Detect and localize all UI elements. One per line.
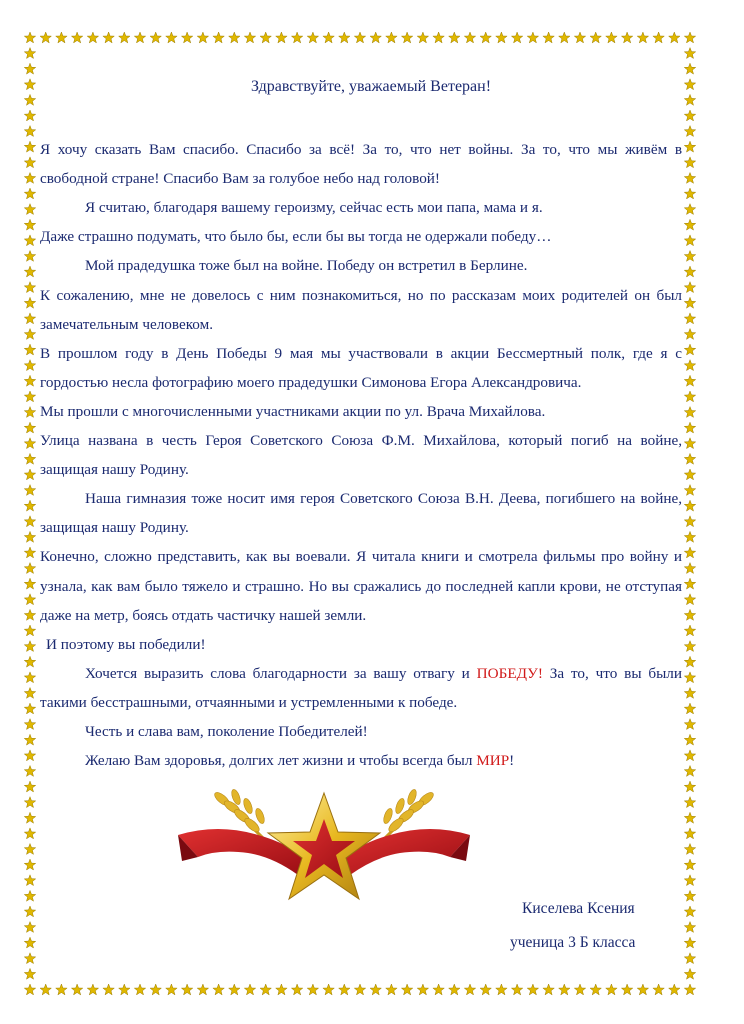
gold-star-icon [24, 968, 35, 979]
gold-star-icon [669, 984, 680, 995]
gold-star-icon [684, 797, 695, 808]
gold-star-icon [24, 937, 35, 948]
gold-star-icon [24, 688, 35, 699]
gold-star-icon [684, 625, 695, 636]
gold-star-icon [24, 407, 35, 418]
gold-star-icon [24, 453, 35, 464]
gold-star-icon [24, 734, 35, 745]
gold-star-icon [24, 297, 35, 308]
gold-star-icon [684, 157, 695, 168]
gold-star-icon [24, 48, 35, 59]
gold-star-icon [684, 79, 695, 90]
gold-star-icon [684, 547, 695, 558]
gold-star-icon [606, 32, 617, 43]
gold-star-icon [244, 32, 255, 43]
gold-star-icon [71, 984, 82, 995]
gold-star-icon [543, 984, 554, 995]
gold-star-icon [684, 703, 695, 714]
gold-star-icon [590, 32, 601, 43]
gold-star-icon [480, 984, 491, 995]
gold-star-icon [543, 32, 554, 43]
gold-star-icon [24, 750, 35, 761]
gold-star-icon [323, 984, 334, 995]
gold-star-icon [24, 173, 35, 184]
gold-star-icon [24, 251, 35, 262]
gold-star-icon [684, 516, 695, 527]
gold-star-icon [181, 984, 192, 995]
gold-star-icon [684, 984, 695, 995]
gold-star-icon [684, 48, 695, 59]
signature-name: Киселева Ксения [522, 900, 635, 917]
gold-star-icon [40, 32, 51, 43]
gold-star-icon [684, 688, 695, 699]
gold-star-icon [684, 719, 695, 730]
wishes-text-end: ! [509, 752, 515, 770]
gold-star-icon [574, 984, 585, 995]
gold-star-icon [684, 313, 695, 324]
gold-star-icon [24, 859, 35, 870]
gold-star-icon [150, 984, 161, 995]
gold-star-icon [24, 500, 35, 511]
gold-star-icon [24, 110, 35, 121]
gold-star-icon [527, 32, 538, 43]
letter-body [40, 72, 682, 775]
gold-star-icon [684, 781, 695, 792]
gold-star-icon [150, 32, 161, 43]
gold-star-icon [684, 531, 695, 542]
gold-star-icon [684, 141, 695, 152]
gold-star-icon [24, 360, 35, 371]
gold-star-icon [684, 875, 695, 886]
gold-star-icon [24, 766, 35, 777]
gold-star-icon [291, 984, 302, 995]
paragraph-great-grandfather: Мой прадедушка тоже был на войне. Победу он встретил в Берлине. [85, 257, 528, 275]
gold-star-icon [684, 32, 695, 43]
gold-star-icon [684, 63, 695, 74]
gratitude-text: Хочется выразить слова благодарности за вашу отвагу и [85, 664, 477, 682]
gold-star-icon [370, 984, 381, 995]
gold-star-icon [511, 984, 522, 995]
gold-star-icon [684, 94, 695, 105]
wishes-text: Желаю Вам здоровья, долгих лет жизни и чтобы всегда был [85, 752, 477, 770]
gold-star-icon [684, 422, 695, 433]
gold-star-icon [684, 485, 695, 496]
gold-star-icon [684, 641, 695, 652]
gold-star-icon [87, 984, 98, 995]
paragraph-march: Мы прошли с многочисленными участниками акции по ул. Врача Михайлова. [40, 402, 546, 420]
gold-star-icon [684, 672, 695, 683]
gold-star-icon [24, 344, 35, 355]
gold-star-icon [684, 469, 695, 480]
gold-star-icon [449, 32, 460, 43]
gold-star-icon [684, 953, 695, 964]
gold-star-icon [684, 766, 695, 777]
paragraph-honor: Честь и слава вам, поколение Победителей! [85, 722, 368, 740]
gold-star-icon [24, 812, 35, 823]
gold-star-icon [684, 391, 695, 402]
gold-star-icon [24, 953, 35, 964]
gold-star-icon [449, 984, 460, 995]
gold-star-icon [511, 32, 522, 43]
gold-star-icon [24, 578, 35, 589]
gold-star-icon [684, 235, 695, 246]
gold-star-icon [433, 32, 444, 43]
gold-star-icon [307, 32, 318, 43]
gold-star-icon [24, 703, 35, 714]
gold-star-icon [684, 219, 695, 230]
gold-star-icon [56, 984, 67, 995]
gold-star-icon [24, 438, 35, 449]
gold-star-icon [684, 734, 695, 745]
signature-role: ученица 3 Б класса [510, 934, 636, 951]
gold-star-icon [24, 563, 35, 574]
gold-star-icon [684, 375, 695, 386]
gold-star-icon [24, 94, 35, 105]
gold-star-icon [260, 32, 271, 43]
gold-star-icon [496, 32, 507, 43]
gold-star-icon [24, 485, 35, 496]
gold-star-icon [276, 32, 287, 43]
paragraph-victory: И поэтому вы победили! [46, 635, 206, 653]
gold-star-icon [653, 984, 664, 995]
gold-star-icon [307, 984, 318, 995]
gold-star-icon [684, 438, 695, 449]
gold-star-icon [24, 204, 35, 215]
gold-star-icon [527, 984, 538, 995]
paragraph-thanks: Я хочу сказать Вам спасибо. Спасибо за всё! За то, что нет войны. За то, что мы живём в свободной стране! Спасибо Вам за голубое небо над головой! [40, 141, 682, 188]
gold-star-icon [213, 984, 224, 995]
gold-star-icon [24, 375, 35, 386]
gold-star-icon [291, 32, 302, 43]
gold-star-icon [684, 173, 695, 184]
gold-star-icon [669, 32, 680, 43]
gold-star-icon [24, 625, 35, 636]
gold-star-icon [134, 984, 145, 995]
paragraph-scary: Даже страшно подумать, что было бы, если бы вы тогда не одержали победу… [40, 228, 552, 246]
gold-star-icon [684, 329, 695, 340]
gold-star-icon [24, 906, 35, 917]
gold-star-icon [24, 719, 35, 730]
paragraph-heroism: Я считаю, благодаря вашему героизму, сейчас есть мои папа, мама и я. [85, 199, 543, 217]
gold-star-icon [637, 32, 648, 43]
gold-star-icon [339, 984, 350, 995]
gold-star-icon [464, 984, 475, 995]
gold-star-icon [684, 968, 695, 979]
gold-star-icon [24, 547, 35, 558]
gold-star-icon [24, 531, 35, 542]
gold-star-icon [197, 32, 208, 43]
gold-star-icon [24, 828, 35, 839]
gold-star-icon [166, 32, 177, 43]
gold-star-icon [24, 984, 35, 995]
gold-star-icon [684, 859, 695, 870]
gold-star-icon [229, 32, 240, 43]
paragraph-street: Улица названа в честь Героя Советского Союза Ф.М. Михайлова, который погиб на войне, защищая нашу Родину. [40, 432, 682, 479]
gold-star-icon [684, 407, 695, 418]
gold-star-icon [24, 672, 35, 683]
gold-star-icon [621, 32, 632, 43]
gold-star-icon [71, 32, 82, 43]
victory-star-with-ribbon-icon [178, 783, 470, 913]
blank-line [40, 113, 682, 135]
gold-star-icon [574, 32, 585, 43]
gold-star-icon [684, 344, 695, 355]
gold-star-icon [684, 188, 695, 199]
gold-star-icon [684, 750, 695, 761]
paragraph-gymnasium: Наша гимназия тоже носит имя героя Советского Союза В.Н. Деева, погибшего на войне, защищая нашу Родину. [40, 490, 682, 537]
highlight-peace: МИР [476, 752, 510, 770]
gold-star-icon [684, 563, 695, 574]
gold-star-icon [386, 32, 397, 43]
gold-star-icon [276, 984, 287, 995]
gold-star-icon [354, 984, 365, 995]
paragraph-war-hardship: Конечно, сложно представить, как вы воевали. Я читала книги и смотрела фильмы про войну и узнала, как вам было тяжело и страшно. Но вы сражались до последней капли крови, не отступая даже на метр, боясь отдать частичку нашей земли. [40, 548, 682, 624]
gold-star-icon [24, 781, 35, 792]
gold-star-icon [684, 204, 695, 215]
gold-star-icon [433, 984, 444, 995]
gold-star-icon [24, 282, 35, 293]
gold-star-icon [464, 32, 475, 43]
gold-star-icon [24, 844, 35, 855]
gold-star-icon [119, 32, 130, 43]
gold-star-icon [213, 32, 224, 43]
gold-star-icon [559, 984, 570, 995]
gold-star-icon [87, 32, 98, 43]
gold-star-icon [24, 63, 35, 74]
greeting: Здравствуйте, уважаемый Ветеран! [250, 78, 492, 95]
gold-star-icon [684, 578, 695, 589]
gold-star-icon [684, 922, 695, 933]
gold-star-icon [24, 79, 35, 90]
gold-star-icon [684, 453, 695, 464]
gold-star-icon [56, 32, 67, 43]
gold-star-icon [24, 219, 35, 230]
gold-star-icon [370, 32, 381, 43]
gold-star-icon [24, 641, 35, 652]
gold-star-icon [684, 266, 695, 277]
gold-star-icon [386, 984, 397, 995]
gold-star-icon [401, 984, 412, 995]
gold-star-icon [24, 313, 35, 324]
gold-star-icon [24, 922, 35, 933]
gold-star-icon [684, 282, 695, 293]
gold-star-icon [480, 32, 491, 43]
gold-star-icon [24, 235, 35, 246]
gold-star-icon [24, 469, 35, 480]
gold-star-icon [24, 516, 35, 527]
gold-star-icon [24, 875, 35, 886]
gold-star-icon [590, 984, 601, 995]
gold-star-icon [244, 984, 255, 995]
gold-star-icon [559, 32, 570, 43]
gold-star-icon [181, 32, 192, 43]
gold-star-icon [24, 797, 35, 808]
gratitude-text-end: За то, что вы были такими бесстрашными, отчаянными и устремленными к победе. [40, 664, 683, 711]
gold-star-icon [323, 32, 334, 43]
gold-star-icon [103, 32, 114, 43]
gold-star-icon [417, 32, 428, 43]
gold-star-icon [24, 126, 35, 137]
gold-star-icon [496, 984, 507, 995]
gold-star-icon [684, 812, 695, 823]
gold-star-icon [684, 656, 695, 667]
gold-star-icon [684, 251, 695, 262]
gold-star-icon [40, 984, 51, 995]
gold-star-icon [24, 890, 35, 901]
gold-star-icon [684, 360, 695, 371]
gold-star-icon [417, 984, 428, 995]
gold-star-icon [684, 937, 695, 948]
gold-star-icon [684, 890, 695, 901]
paragraph-regret: К сожалению, мне не довелось с ним познакомиться, но по рассказам моих родителей он был замечательным человеком. [40, 286, 682, 333]
gold-star-icon [24, 594, 35, 605]
gold-star-icon [24, 391, 35, 402]
gold-star-icon [103, 984, 114, 995]
gold-star-icon [24, 422, 35, 433]
gold-star-icon [354, 32, 365, 43]
gold-star-icon [684, 126, 695, 137]
gold-star-icon [24, 329, 35, 340]
gold-star-icon [24, 157, 35, 168]
gold-star-icon [24, 32, 35, 43]
gold-star-icon [166, 984, 177, 995]
gold-star-icon [684, 297, 695, 308]
gold-star-icon [637, 984, 648, 995]
gold-star-icon [684, 500, 695, 511]
gold-star-icon [134, 32, 145, 43]
gold-star-icon [684, 844, 695, 855]
gold-star-icon [260, 984, 271, 995]
gold-star-icon [229, 984, 240, 995]
paragraph-immortal-regiment: В прошлом году в День Победы 9 мая мы участвовали в акции Бессмертный полк, где я с гордостью несла фотографию моего прадедушки Симонова Егора Александровича. [40, 344, 682, 391]
gold-star-icon [606, 984, 617, 995]
gold-star-icon [684, 594, 695, 605]
gold-star-icon [621, 984, 632, 995]
gold-star-icon [24, 656, 35, 667]
highlight-victory: ПОБЕДУ! [476, 664, 543, 682]
gold-star-icon [24, 188, 35, 199]
gold-star-icon [24, 266, 35, 277]
gold-star-icon [24, 141, 35, 152]
gold-star-icon [339, 32, 350, 43]
gold-star-icon [653, 32, 664, 43]
gold-star-icon [684, 828, 695, 839]
gold-star-icon [24, 609, 35, 620]
gold-star-icon [119, 984, 130, 995]
gold-star-icon [197, 984, 208, 995]
gold-star-icon [684, 609, 695, 620]
paragraph-gratitude [40, 659, 682, 717]
gold-star-icon [401, 32, 412, 43]
gold-star-icon [684, 110, 695, 121]
paragraph-wishes [40, 746, 682, 775]
signature-block [510, 892, 635, 960]
gold-star-icon [684, 906, 695, 917]
